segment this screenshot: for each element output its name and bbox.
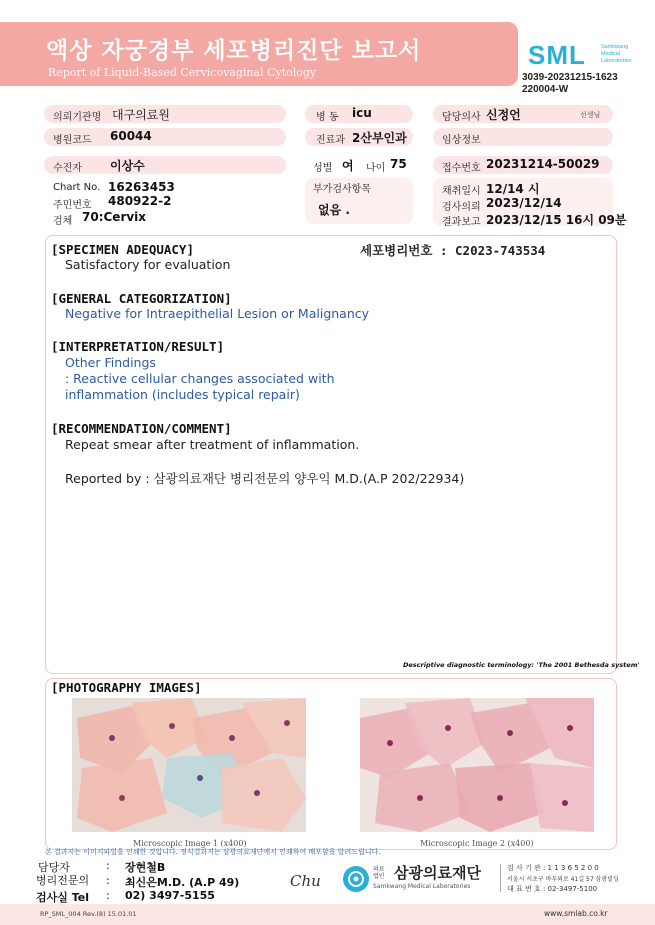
- institution-value: 대구의료원: [112, 108, 170, 122]
- lab-tel-value: 02) 3497-5155: [125, 889, 215, 902]
- photo-heading: [PHOTOGRAPHY IMAGES]: [51, 680, 202, 695]
- recommendation-heading: [RECOMMENDATION/COMMENT]: [51, 421, 232, 436]
- pathologist-colon: :: [106, 874, 110, 887]
- interpretation-heading: [INTERPRETATION/RESULT]: [51, 339, 225, 354]
- pathologist-label: 병리전문의: [36, 874, 90, 887]
- website-link[interactable]: www.smlab.co.kr: [544, 909, 608, 918]
- specimen-value: 70:Cervix: [82, 210, 147, 224]
- report-title: 액상 자궁경부 세포병리진단 보고서: [46, 38, 422, 64]
- institution-label: 의뢰기관명: [53, 112, 102, 123]
- pathologist-value: 최신은M.D. (A.P 49): [125, 876, 240, 889]
- age-value: 75: [390, 157, 407, 171]
- foundation-logo-icon: [343, 866, 369, 892]
- lab-tel-label: 검사실 Tel: [36, 891, 89, 904]
- micro-image-2-drawing: [360, 698, 594, 832]
- ward-value: icu: [352, 106, 372, 120]
- interpretation-line-1: Other Findings: [65, 355, 156, 370]
- sml-logo: SML: [528, 40, 586, 70]
- microscopic-image-2: [360, 698, 594, 832]
- ward-label: 병 동: [316, 112, 339, 123]
- sex-value: 여: [342, 159, 354, 173]
- dept-value: 2산부인과: [352, 131, 407, 145]
- general-text: Negative for Intraepithelial Lesion or Malignancy: [65, 306, 370, 321]
- resident-label: 주민번호: [53, 200, 92, 211]
- adequacy-text: Satisfactory for evaluation: [65, 257, 231, 272]
- reported-by: Reported by : 삼광의료재단 병리전문의 양우익 M.D.(A.P 202/22934): [65, 471, 465, 486]
- patient-label: 수진자: [53, 163, 82, 174]
- report-value: 2023/12/15 16시 09분: [486, 213, 627, 227]
- report-label: 결과보고: [442, 217, 481, 228]
- institution-number: 검 사 기 관 : 1 1 3 6 5 2 0 0: [507, 864, 599, 872]
- hospital-code-label: 병원코드: [53, 135, 92, 146]
- resident-value: 480922-2: [108, 194, 172, 208]
- report-subtitle: Report of Liquid-Based Cervicovaginal Cytology: [48, 66, 317, 79]
- staff-value: 장현철B: [125, 861, 166, 874]
- doctor-suffix: 선생님: [580, 111, 601, 119]
- cytology-number: 세포병리번호 : C2023-743534: [360, 243, 546, 258]
- staff-colon: :: [106, 859, 110, 872]
- image-2-caption: Microscopic Image 2 (x400): [420, 839, 534, 848]
- receipt-label: 접수번호: [442, 163, 481, 174]
- chart-label: Chart No.: [53, 182, 101, 193]
- foundation-name-en: Samkwang Medical Laboratories: [373, 883, 471, 890]
- patient-value: 이상수: [110, 159, 145, 173]
- address: 서울시 서초구 바우뫼로 41길 57 삼광빌딩: [507, 876, 619, 883]
- print-notice: 본 결과지는 이미지파일을 인쇄한 것입니다. 정식결과지는 삼광의료재단에서 인쇄하여 배포함을 알려드립니다.: [45, 848, 381, 856]
- receipt-value: 20231214-50029: [486, 157, 600, 171]
- terminology-note: Descriptive diagnostic terminology: 'The 2001 Bethesda system': [403, 661, 640, 669]
- image-1-caption: Microscopic Image 1 (x400): [133, 839, 247, 848]
- collect-label: 채취일시: [442, 186, 481, 197]
- foundation-type: 의료 법인: [373, 866, 385, 880]
- foundation-name: 삼광의료재단: [394, 864, 481, 882]
- signature: Chu: [290, 872, 321, 890]
- interpretation-line-2: : Reactive cellular changes associated with: [65, 371, 335, 386]
- foundation-logo-mark: [343, 866, 369, 892]
- sml-logo-subtext: Samkwang Medical Laboratories: [601, 44, 632, 64]
- footer-divider: [500, 864, 501, 892]
- form-code: RP_SML_004 Rev.(8) 15.01.01: [40, 910, 137, 918]
- dept-label: 진료과: [316, 135, 345, 146]
- doctor-label: 담당의사: [442, 112, 481, 123]
- extra-tests-value: 없음 .: [318, 203, 350, 217]
- chart-value: 16263453: [108, 180, 175, 194]
- lab-tel-colon: :: [106, 889, 110, 902]
- age-label: 나이: [366, 163, 386, 174]
- main-phone: 대 표 번 호 : 02-3497-5100: [507, 885, 598, 893]
- extra-tests-label: 부가검사항목: [313, 184, 371, 195]
- request-label: 검사의뢰: [442, 202, 481, 213]
- collect-value: 12/14 시: [486, 182, 540, 196]
- clinical-label: 임상정보: [442, 135, 481, 146]
- general-heading: [GENERAL CATEGORIZATION]: [51, 291, 232, 306]
- recommendation-text: Repeat smear after treatment of inflammation.: [65, 437, 360, 452]
- microscopic-image-1: [72, 698, 306, 832]
- micro-image-1-drawing: [72, 698, 306, 832]
- adequacy-heading: [SPECIMEN ADEQUACY]: [51, 242, 194, 257]
- staff-label: 담당자: [38, 861, 70, 874]
- request-value: 2023/12/14: [486, 196, 562, 210]
- document-code: 3039-20231215-1623 220004-W: [522, 72, 618, 95]
- specimen-label: 검체: [53, 216, 73, 227]
- interpretation-line-3: inflammation (includes typical repair): [65, 387, 300, 402]
- sex-label: 성별: [313, 163, 333, 174]
- hospital-code-value: 60044: [110, 129, 152, 143]
- doctor-value: 신정언: [486, 108, 521, 122]
